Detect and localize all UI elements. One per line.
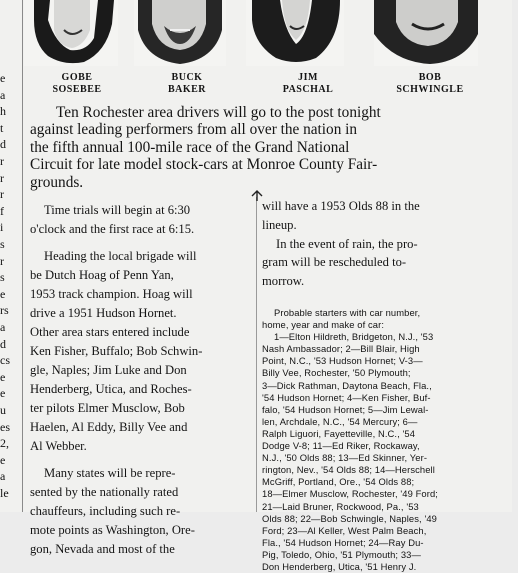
caption-first-name: GOBE <box>61 72 93 83</box>
caption-last-name: SCHWINGLE <box>396 84 464 95</box>
article-line: ter pilots Elmer Musclow, Bob <box>30 401 185 415</box>
starter-line: home, year and make of car: <box>262 319 385 331</box>
starter-line: Olds 88; 22—Bob Schwingle, Naples, '49 <box>262 512 437 524</box>
starter-line: McGriff, Portland, Ore., '54 Olds 88; <box>262 476 415 488</box>
column-fragment: es <box>0 419 10 434</box>
starter-line: Pig, Toledo, Ohio, '51 Plymouth; 33— <box>262 548 421 560</box>
column-fragment: s <box>0 237 5 251</box>
column-fragment: a <box>0 469 6 484</box>
article-line: Haelen, Al Eddy, Billy Vee and <box>30 420 188 434</box>
lead-line: against leading performers from all over the nation in <box>30 121 358 139</box>
column-fragment: e <box>0 369 6 384</box>
column-fragment: f <box>0 203 4 218</box>
column-fragment: 2, <box>0 436 9 451</box>
left-column-rule <box>22 0 23 512</box>
starter-line: 21—Laid Bruner, Rockwood, Pa., '53 <box>262 500 419 512</box>
starter-line: N.J., '50 Olds 88; 13—Ed Skinner, Yer- <box>262 452 428 464</box>
article-line: drive a 1951 Hudson Hornet. <box>30 306 177 320</box>
article-line: Al Webber. <box>30 439 87 453</box>
starter-line: Probable starters with car number, <box>274 307 421 318</box>
column-fragment: e <box>0 386 6 401</box>
caption-last-name: BAKER <box>167 84 207 95</box>
starter-line: Nash Ambassador; 2—Bill Blair, High <box>262 343 420 355</box>
article-line: gle, Naples; Jim Luke and Don <box>30 363 187 377</box>
column-fragment: h <box>0 104 6 119</box>
article-line: Other area stars entered include <box>30 325 190 339</box>
lead-line: the fifth annual 100-mile race of the Grand National <box>30 138 350 156</box>
starter-line: Ford; 23—Al Keller, West Palm Beach, <box>262 524 427 536</box>
caption-first-name: BOB <box>418 72 442 83</box>
column-fragment: r <box>0 154 4 168</box>
article-line: Henderberg, Utica, and Roches- <box>30 382 192 396</box>
column-fragment: a <box>0 87 6 102</box>
column-fragment: a <box>0 320 6 334</box>
starter-line: Fla., '54 Hudson Hornet; 24—Ray Du- <box>262 536 424 548</box>
lead-line: Ten Rochester area drivers will go to the post tonight <box>56 104 381 121</box>
column-fragment: cs <box>0 353 10 368</box>
probable-starters-list <box>262 307 518 573</box>
column-fragment: u <box>0 403 6 417</box>
column-fragment: r <box>0 170 4 185</box>
starter-line: len, Archdale, N.C., '54 Mercury; 6— <box>262 415 418 427</box>
column-fragment: d <box>0 336 6 351</box>
article-line: mote points as Washington, Ore- <box>30 523 195 537</box>
article-line: gram will be rescheduled to- <box>262 255 407 270</box>
article-line: Time trials will begin at 6:30 <box>44 203 191 217</box>
starter-line: 1—Elton Hildreth, Bridgeton, N.J., '53 <box>274 331 434 343</box>
caption-last-name: SOSEBEE <box>52 84 102 95</box>
starter-line: Dodge V-8; 11—Ed Riker, Rockaway, <box>262 440 420 452</box>
article-line: Heading the local brigade will <box>44 249 197 263</box>
starter-line: falo, '54 Hudson Hornet; 5—Jim Lewal- <box>262 403 429 415</box>
column-rule <box>256 197 257 512</box>
column-fragment: r <box>0 187 4 202</box>
paragraph-gap <box>30 456 252 464</box>
photo-buck-baker <box>134 0 226 66</box>
article-line: morrow. <box>262 274 305 289</box>
adjacent-column-fragments <box>0 72 18 512</box>
column-fragment: e <box>0 452 6 467</box>
starter-line: Don Henderberg, Utica, '51 Henry J. <box>262 560 417 572</box>
caption-first-name: JIM <box>298 72 318 83</box>
column-fragment: s <box>0 270 5 285</box>
article-line: lineup. <box>262 217 297 232</box>
article-line: be Dutch Hoag of Penn Yan, <box>30 268 174 282</box>
article-line: o'clock and the first race at 6:15. <box>30 222 195 236</box>
caption-bob-schwingle <box>384 72 476 96</box>
column-fragment: le <box>0 486 9 500</box>
article-line: chauffeurs, including such re- <box>30 504 181 518</box>
column-fragment: t <box>0 120 4 135</box>
ink-mark <box>250 190 264 202</box>
caption-first-name: BUCK <box>171 72 203 83</box>
article-line: Many states will be repre- <box>44 466 176 480</box>
article-line: 1953 track champion. Hoag will <box>30 287 193 301</box>
starter-line: Point, N.C., '53 Hudson Hornet; V-3— <box>262 355 423 367</box>
photo-bob-schwingle <box>374 0 478 66</box>
column-fragment: d <box>0 137 6 152</box>
lead-paragraph <box>30 104 514 191</box>
article-column-left <box>30 201 252 559</box>
starter-line: 18—Elmer Musclow, Rochester, '49 Ford; <box>262 488 438 500</box>
photo-jim-paschal <box>246 0 344 66</box>
paragraph-gap <box>30 239 252 247</box>
column-fragment: i <box>0 220 4 235</box>
article-line: will have a 1953 Olds 88 in the <box>262 199 420 213</box>
starter-line: 3—Dick Rathman, Daytona Beach, Fla., <box>262 379 432 391</box>
starter-line: rington, Nev., '54 Olds 88; 14—Herschell <box>262 464 435 476</box>
article-line: Ken Fisher, Buffalo; Bob Schwin- <box>30 344 203 358</box>
caption-buck-baker <box>150 72 224 96</box>
article-line: In the event of rain, the pro- <box>276 236 418 251</box>
article-column-right <box>262 197 518 291</box>
article-line: sented by the nationally rated <box>30 485 179 499</box>
photo-gobe-sosebee <box>24 0 118 66</box>
starter-line: '54 Hudson Hornet; 4—Ken Fisher, Buf- <box>262 391 431 403</box>
caption-last-name: PASCHAL <box>282 84 334 95</box>
column-fragment: e <box>0 71 6 85</box>
lead-line: grounds. <box>30 173 84 191</box>
starter-line: Ralph Liguori, Fayetteville, N.C., '54 <box>262 427 416 439</box>
article-line: gon, Nevada and most of the <box>30 542 175 556</box>
caption-jim-paschal <box>268 72 348 96</box>
column-fragment: e <box>0 286 6 301</box>
caption-gobe-sosebee <box>40 72 114 96</box>
column-fragment: r <box>0 253 4 268</box>
lead-line: Circuit for late model stock-cars at Monroe County Fair- <box>30 156 378 174</box>
column-fragment: rs <box>0 303 9 318</box>
starter-line: Billy Vee, Rochester, '50 Plymouth; <box>262 367 411 379</box>
